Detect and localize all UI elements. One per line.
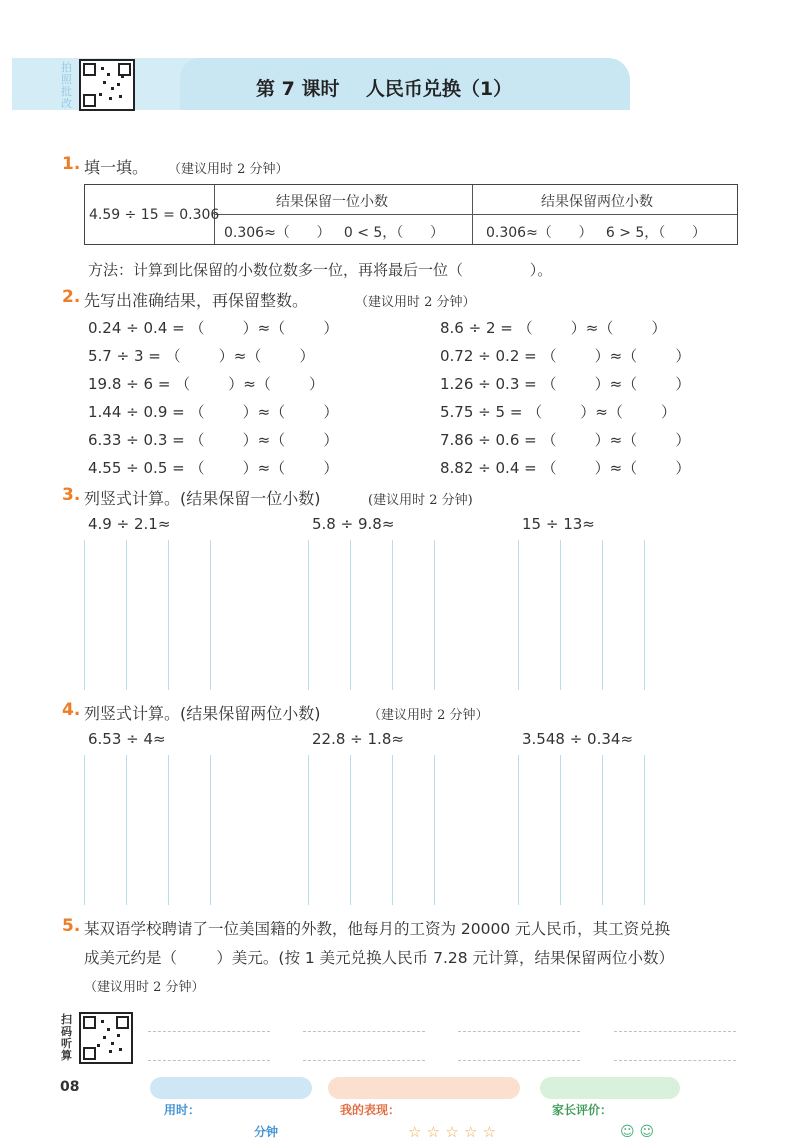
work-grid-line <box>350 540 351 690</box>
q4-hint: （建议用时 2 分钟） <box>368 708 489 723</box>
q3-text: 列竖式计算。(结果保留一位小数) <box>84 489 321 508</box>
q2-left-row[interactable]: 0.24 ÷ 0.4 = （ ）≈（ ） <box>88 319 339 337</box>
work-grid-line <box>126 540 127 690</box>
q2-right-row[interactable]: 8.82 ÷ 0.4 = （ ）≈（ ） <box>440 459 691 477</box>
smile-face-icon[interactable]: ☺ ☺ <box>620 1124 655 1140</box>
work-grid-line <box>644 755 645 905</box>
answer-line[interactable] <box>148 1031 270 1032</box>
work-grid-line <box>308 755 309 905</box>
q1-col1-cell[interactable]: 0.306≈（ ） 0 < 5，（ ） <box>224 225 445 241</box>
performance-label: 我的表现： <box>340 1103 401 1117</box>
work-grid-line <box>602 540 603 690</box>
work-grid-line <box>84 540 85 690</box>
work-grid-line <box>434 755 435 905</box>
performance-pill <box>328 1077 520 1141</box>
q1-given: 4.59 ÷ 15 = 0.306 <box>89 207 220 223</box>
q2-left-row[interactable]: 19.8 ÷ 6 = （ ）≈（ ） <box>88 375 325 393</box>
qr-code-icon[interactable] <box>79 59 135 111</box>
photo-grading-label: 拍照批改 <box>61 61 72 110</box>
q5-hint: （建议用时 2 分钟） <box>84 980 205 995</box>
q2-left-row[interactable]: 5.7 ÷ 3 = （ ）≈（ ） <box>88 347 315 365</box>
q1-col2-cell[interactable]: 0.306≈（ ） 6 > 5，（ ） <box>486 225 707 241</box>
work-grid-line <box>210 540 211 690</box>
q2-left-row[interactable]: 4.55 ÷ 0.5 = （ ）≈（ ） <box>88 459 339 477</box>
answer-line[interactable] <box>458 1060 580 1061</box>
q2-right-row[interactable]: 5.75 ÷ 5 = （ ）≈（ ） <box>440 403 677 421</box>
work-grid-line <box>168 540 169 690</box>
star-rating-icon[interactable]: ☆ ☆ ☆ ☆ ☆ <box>408 1123 497 1141</box>
scan-listen-label: 扫码听算 <box>61 1013 72 1062</box>
work-grid-line <box>84 755 85 905</box>
answer-line[interactable] <box>303 1060 425 1061</box>
q2-hint: （建议用时 2 分钟） <box>355 295 476 310</box>
q1-table-row-divider <box>214 214 737 215</box>
work-grid-line <box>210 755 211 905</box>
q2-number: 2. <box>62 287 81 307</box>
work-grid-line <box>644 540 645 690</box>
parent-eval-label: 家长评价： <box>552 1103 613 1117</box>
q3-problem: 15 ÷ 13≈ <box>522 515 595 533</box>
q5-line2[interactable]: 成美元约是（ ）美元。(按 1 美元兑换人民币 7.28 元计算，结果保留两位小数） <box>84 949 675 967</box>
q5-number: 5. <box>62 916 81 936</box>
work-grid-line <box>308 540 309 690</box>
q4-number: 4. <box>62 700 81 720</box>
q2-left-row[interactable]: 1.44 ÷ 0.9 = （ ）≈（ ） <box>88 403 339 421</box>
q3-problem: 5.8 ÷ 9.8≈ <box>312 515 395 533</box>
q2-left-row[interactable]: 6.33 ÷ 0.3 = （ ）≈（ ） <box>88 431 339 449</box>
answer-line[interactable] <box>148 1060 270 1061</box>
work-grid-line <box>392 755 393 905</box>
q1-col2-header: 结果保留两位小数 <box>541 194 653 210</box>
page-title: 第 7 课时 人民币兑换（1） <box>256 78 513 100</box>
time-pill <box>150 1077 312 1139</box>
q2-right-row[interactable]: 7.86 ÷ 0.6 = （ ）≈（ ） <box>440 431 691 449</box>
work-grid-line <box>518 540 519 690</box>
q1-col1-header: 结果保留一位小数 <box>276 194 388 210</box>
q3-problem: 4.9 ÷ 2.1≈ <box>88 515 171 533</box>
work-grid-line <box>560 540 561 690</box>
qr-code-icon[interactable] <box>79 1012 133 1064</box>
page-number: 08 <box>60 1079 80 1095</box>
work-grid-line <box>518 755 519 905</box>
work-grid-line <box>434 540 435 690</box>
q2-text: 先写出准确结果，再保留整数。 <box>84 291 309 310</box>
q4-text: 列竖式计算。(结果保留两位小数) <box>84 704 321 723</box>
work-grid-line <box>602 755 603 905</box>
q3-hint: (建议用时 2 分钟) <box>368 493 473 508</box>
work-grid-line <box>350 755 351 905</box>
q4-problem: 3.548 ÷ 0.34≈ <box>522 730 634 748</box>
time-unit: 分钟 <box>254 1125 279 1139</box>
q4-problem: 6.53 ÷ 4≈ <box>88 730 166 748</box>
q4-problem: 22.8 ÷ 1.8≈ <box>312 730 404 748</box>
answer-line[interactable] <box>303 1031 425 1032</box>
work-grid-line <box>168 755 169 905</box>
q2-right-row[interactable]: 1.26 ÷ 0.3 = （ ）≈（ ） <box>440 375 691 393</box>
q2-right-row[interactable]: 8.6 ÷ 2 = （ ）≈（ ） <box>440 319 667 337</box>
answer-line[interactable] <box>614 1060 736 1061</box>
q1-number: 1. <box>62 154 81 174</box>
q1-hint: （建议用时 2 分钟） <box>168 162 289 177</box>
work-grid-line <box>126 755 127 905</box>
q1-method[interactable]: 方法：计算到比保留的小数位数多一位，再将最后一位（ ）。 <box>88 261 553 279</box>
answer-line[interactable] <box>458 1031 580 1032</box>
q3-number: 3. <box>62 485 81 505</box>
q2-right-row[interactable]: 0.72 ÷ 0.2 = （ ）≈（ ） <box>440 347 691 365</box>
time-label: 用时： <box>164 1103 201 1117</box>
work-grid-line <box>560 755 561 905</box>
parent-eval-pill <box>540 1077 680 1140</box>
q5-line1: 某双语学校聘请了一位美国籍的外教，他每月的工资为 20000 元人民币，其工资兑换 <box>84 920 671 938</box>
answer-line[interactable] <box>614 1031 736 1032</box>
q1-text: 填一填。 <box>84 158 149 177</box>
work-grid-line <box>392 540 393 690</box>
